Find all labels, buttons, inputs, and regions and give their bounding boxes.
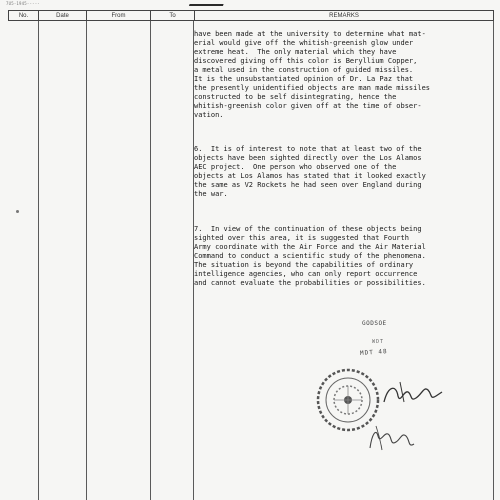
text-line: sighted over this area, it is suggested that Fourth <box>194 234 409 242</box>
text-line: AEC project. One person who observed one of the <box>194 163 397 171</box>
text-line: Command to conduct a scientific study of the phenomena. <box>194 252 426 260</box>
text-line: constructed to be self disintegrating, hence the <box>194 93 397 101</box>
text-line: extreme heat. The only material which they have <box>194 48 397 56</box>
text-line: The situation is beyond the capabilities of ordinary <box>194 261 414 269</box>
top-strip <box>0 0 500 10</box>
text-line: whitish-greenish color given off at the time of obser- <box>194 102 422 110</box>
text-line: have been made at the university to determine what mat- <box>194 30 426 38</box>
text-line: 6. It is of interest to note that at least two of the <box>194 145 422 153</box>
column-divider-date <box>86 21 87 500</box>
header-date: Date <box>39 11 87 20</box>
column-divider-from <box>150 21 151 500</box>
punch-mark <box>16 210 19 213</box>
text-line: the same as V2 Rockets he had seen over England during <box>194 181 422 189</box>
header-to: To <box>151 11 195 20</box>
form-code: 7U5-1945----- <box>6 1 40 6</box>
text-line: the presently unidentified objects are man made missiles <box>194 84 431 92</box>
handwritten-initials <box>362 422 422 454</box>
signature-name: GODSOE <box>362 320 387 327</box>
text-line: 7. In view of the continuation of these objects being <box>194 225 422 233</box>
handwritten-signature <box>378 378 448 408</box>
header-remarks: REMARKS <box>329 12 359 19</box>
right-border <box>493 21 494 500</box>
text-line: the war. <box>194 190 228 198</box>
top-mark <box>189 0 225 6</box>
stamp-label: WDT <box>372 339 385 345</box>
text-line: erial would give off the whitish-greenish glow under <box>194 39 414 47</box>
text-line: Army coordinate with the Air Force and the Air Material <box>194 243 426 251</box>
text-line: discovered giving off this color is Beryllium Copper, <box>194 57 418 65</box>
text-line: vation. <box>194 111 224 119</box>
text-line: It is the unsubstantiated opinion of Dr. La Paz that <box>194 75 414 83</box>
text-line: a metal used in the construction of guided missiles. <box>194 66 414 74</box>
text-line: and cannot evaluate the probabilities or possibilities. <box>194 279 426 287</box>
header-no: No. <box>9 11 39 20</box>
text-line: objects at Los Alamos has stated that it looked exactly <box>194 172 426 180</box>
form-header-row <box>8 10 494 21</box>
column-divider-no <box>38 21 39 500</box>
text-line: intelligence agencies, who can only report occurrence <box>194 270 418 278</box>
header-from: From <box>87 11 151 20</box>
text-line: objects have been sighted directly over the Los Alamos <box>194 154 422 162</box>
stamp-date: MDT 48 <box>359 348 388 357</box>
